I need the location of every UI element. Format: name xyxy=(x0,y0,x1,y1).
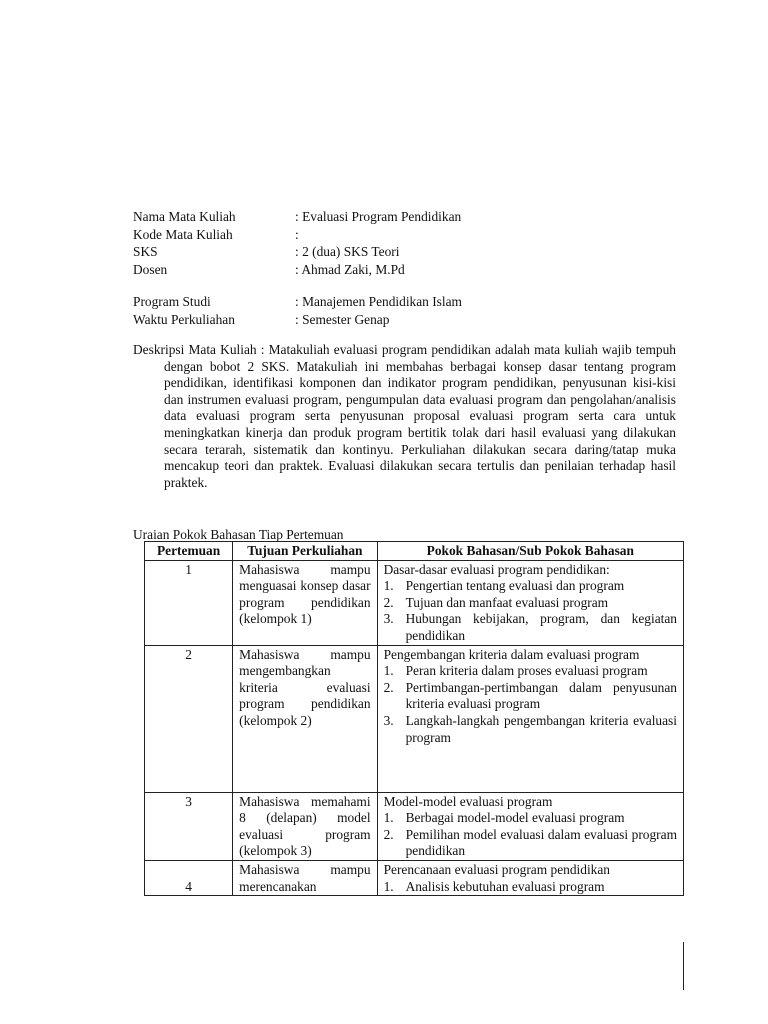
topic-list xyxy=(384,578,677,644)
list-item: 3. Hubungan kebijakan, program, dan kegiatan pendidikan xyxy=(383,611,677,643)
table-header-row xyxy=(145,542,684,561)
info-row-study-program xyxy=(133,294,693,312)
topic-list xyxy=(384,879,677,896)
topic-title: Dasar-dasar evaluasi program pendidikan: xyxy=(383,561,610,577)
topic-title: Pengembangan kriteria dalam evaluasi program xyxy=(383,646,640,662)
list-item: 1. Pengertian tentang evaluasi dan program xyxy=(383,578,625,594)
topic-list xyxy=(384,663,677,746)
info-value: : 2 (dua) SKS Teori xyxy=(295,244,400,259)
meeting-number: 2 xyxy=(145,645,233,792)
info-row-course-name xyxy=(133,209,693,227)
meeting-number: 3 xyxy=(145,792,233,860)
header-meeting: Pertemuan xyxy=(145,542,233,561)
list-item: 3. Langkah-langkah pengembangan kriteria evaluasi program xyxy=(383,712,677,745)
meeting-table xyxy=(144,541,684,896)
course-description: Deskripsi Mata Kuliah : Matakuliah evaluasi program pendidikan adalah mata kuliah wajib tempuh dengan bobot 2 SKS. Matakuliah ini membahas berbagai konsep dasar tentang program pendidikan, identifikasi komponen dan indikator program pendidikan, penyusunan kisi-kisi dan instrumen evaluasi program, pengumpulan data evaluasi program dan pengolahan/analisis data evaluasi program serta penyusunan proposal evaluasi program serta cara untuk meningkatkan kinerja dan produk program bertitik tolak dari hasil evaluasi yang dilakukan secara terarah, sistematik dan kontinyu. Perkuliahan dilakukan secara daring/tatap muka mencakup teori dan praktek. Evaluasi dilakukan secara tertulis dan penilaian terhadap hasil praktek. xyxy=(133,342,676,490)
meeting-topic xyxy=(377,560,683,645)
info-label: SKS xyxy=(133,244,158,259)
page-edge-line xyxy=(683,942,684,990)
info-value: : xyxy=(295,226,299,242)
list-item: 1. Analisis kebutuhan evaluasi program xyxy=(383,878,605,894)
meeting-objective: Mahasiswa mampu mengembangkan kriteria evaluasi program pendidikan (kelompok 2) xyxy=(233,645,377,792)
table-row xyxy=(145,792,684,860)
info-row-course-code xyxy=(133,227,693,245)
table-row xyxy=(145,860,684,895)
list-item: 2. Pertimbangan-pertimbangan dalam penyusunan kriteria evaluasi program xyxy=(383,679,677,712)
meeting-topic xyxy=(377,792,683,860)
meeting-objective: Mahasiswa memahami 8 (delapan) model evaluasi program (kelompok 3) xyxy=(233,792,377,860)
info-value: : Semester Genap xyxy=(295,311,390,327)
list-item: 1. Berbagai model-model evaluasi program xyxy=(383,810,625,826)
meeting-topic xyxy=(377,860,683,895)
info-label: Kode Mata Kuliah xyxy=(133,226,233,242)
list-item: 2. Pemilihan model evaluasi dalam evaluasi program pendidikan xyxy=(383,826,677,859)
info-value: : Manajemen Pendidikan Islam xyxy=(295,294,462,309)
meeting-number: 4 xyxy=(145,860,233,895)
info-row-schedule xyxy=(133,312,693,330)
course-info xyxy=(133,209,693,329)
list-item: 1. Peran kriteria dalam proses evaluasi program xyxy=(383,663,648,679)
info-label: Nama Mata Kuliah xyxy=(133,209,236,224)
info-label: Waktu Perkuliahan xyxy=(133,311,235,327)
info-row-lecturer xyxy=(133,262,693,280)
list-item: 2. Tujuan dan manfaat evaluasi program xyxy=(383,594,609,610)
info-label: Dosen xyxy=(133,261,168,277)
table-row xyxy=(145,560,684,645)
meeting-objective: Mahasiswa mampu merencanakan xyxy=(233,860,377,895)
info-value: : Ahmad Zaki, M.Pd xyxy=(295,261,405,277)
info-label: Program Studi xyxy=(133,294,211,309)
info-row-sks xyxy=(133,244,693,262)
meeting-topic xyxy=(377,645,683,792)
topic-list xyxy=(384,810,677,860)
section-title: Uraian Pokok Bahasan Tiap Pertemuan xyxy=(133,527,344,542)
info-value: : Evaluasi Program Pendidikan xyxy=(295,209,462,224)
header-objective: Tujuan Perkuliahan xyxy=(233,542,377,561)
topic-title: Perencanaan evaluasi program pendidikan xyxy=(383,861,610,877)
table-row xyxy=(145,645,684,792)
topic-title: Model-model evaluasi program xyxy=(383,793,553,809)
header-topic: Pokok Bahasan/Sub Pokok Bahasan xyxy=(377,542,683,561)
meeting-number: 1 xyxy=(145,560,233,645)
meeting-objective: Mahasiswa mampu menguasai konsep dasar program pendidikan (kelompok 1) xyxy=(233,560,377,645)
